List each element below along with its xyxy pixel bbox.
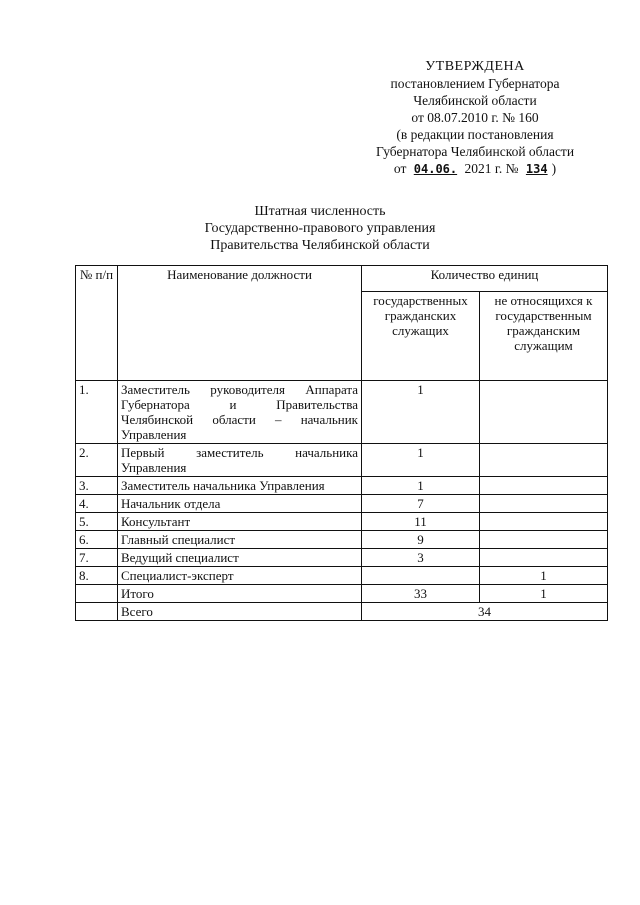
subtotal-label: Итого	[118, 585, 362, 603]
date-year: 2021 г. №	[464, 161, 519, 176]
title-line: Штатная численность	[254, 204, 386, 219]
row-non-civil	[480, 531, 608, 549]
approval-date-line	[340, 160, 610, 178]
row-position: Заместитель руководителя Аппарата Губернатора и Правительства Челябинской области – начальник Управления	[118, 381, 362, 444]
subtotal-non-civil: 1	[480, 585, 608, 603]
table-row	[76, 495, 608, 513]
table-row	[76, 381, 608, 444]
title-line: Правительства Челябинской области	[210, 238, 430, 253]
approval-line: Губернатора Челябинской области	[375, 144, 575, 159]
row-num: 5.	[76, 513, 118, 531]
approval-line: постановлением Губернатора	[390, 76, 560, 91]
row-civil: 1	[362, 444, 480, 477]
header-quantity: Количество единиц	[362, 266, 608, 292]
total-row	[76, 603, 608, 621]
date-suffix: )	[551, 161, 557, 176]
row-position: Первый заместитель начальника Управления	[118, 444, 362, 477]
row-position: Консультант	[118, 513, 362, 531]
staff-table	[75, 265, 608, 621]
approval-line: (в редакции постановления	[396, 127, 554, 142]
approval-line: от 08.07.2010 г. № 160	[411, 110, 539, 125]
row-position: Специалист-эксперт	[118, 567, 362, 585]
row-position: Начальник отдела	[118, 495, 362, 513]
row-civil	[362, 567, 480, 585]
row-civil: 1	[362, 477, 480, 495]
approval-line: Челябинской области	[413, 93, 537, 108]
handwritten-number: 134	[525, 162, 548, 176]
row-civil: 3	[362, 549, 480, 567]
row-num: 8.	[76, 567, 118, 585]
document-title	[0, 203, 640, 254]
header-position: Наименование должности	[118, 266, 362, 381]
row-non-civil	[480, 381, 608, 444]
row-civil: 11	[362, 513, 480, 531]
table-row	[76, 477, 608, 495]
subtotal-civil: 33	[362, 585, 480, 603]
row-num: 2.	[76, 444, 118, 477]
row-civil: 7	[362, 495, 480, 513]
row-civil: 1	[362, 381, 480, 444]
table-header-row	[76, 266, 608, 292]
row-non-civil: 1	[480, 567, 608, 585]
row-num: 7.	[76, 549, 118, 567]
total-label: Всего	[118, 603, 362, 621]
row-non-civil	[480, 549, 608, 567]
row-position: Ведущий специалист	[118, 549, 362, 567]
row-position: Главный специалист	[118, 531, 362, 549]
handwritten-date: 04.06.	[413, 162, 458, 176]
row-num: 6.	[76, 531, 118, 549]
date-prefix: от	[393, 161, 407, 176]
row-civil: 9	[362, 531, 480, 549]
row-non-civil	[480, 495, 608, 513]
approval-block	[340, 58, 610, 178]
table-row	[76, 444, 608, 477]
subtotal-num-cell	[76, 585, 118, 603]
total-value: 34	[362, 603, 608, 621]
row-num: 4.	[76, 495, 118, 513]
table-row	[76, 513, 608, 531]
table-row	[76, 567, 608, 585]
header-num: № п/п	[76, 266, 118, 381]
row-num: 3.	[76, 477, 118, 495]
row-non-civil	[480, 444, 608, 477]
header-civil: государственных гражданских служащих	[362, 291, 480, 380]
row-num: 1.	[76, 381, 118, 444]
subtotal-row	[76, 585, 608, 603]
approval-heading: УТВЕРЖДЕНА	[425, 59, 525, 74]
title-line: Государственно-правового управления	[204, 221, 436, 236]
row-non-civil	[480, 477, 608, 495]
row-position: Заместитель начальника Управления	[118, 477, 362, 495]
table-row	[76, 531, 608, 549]
row-non-civil	[480, 513, 608, 531]
table-row	[76, 549, 608, 567]
total-num-cell	[76, 603, 118, 621]
header-non-civil: не относящихся к государственным гражданским служащим	[480, 291, 608, 380]
